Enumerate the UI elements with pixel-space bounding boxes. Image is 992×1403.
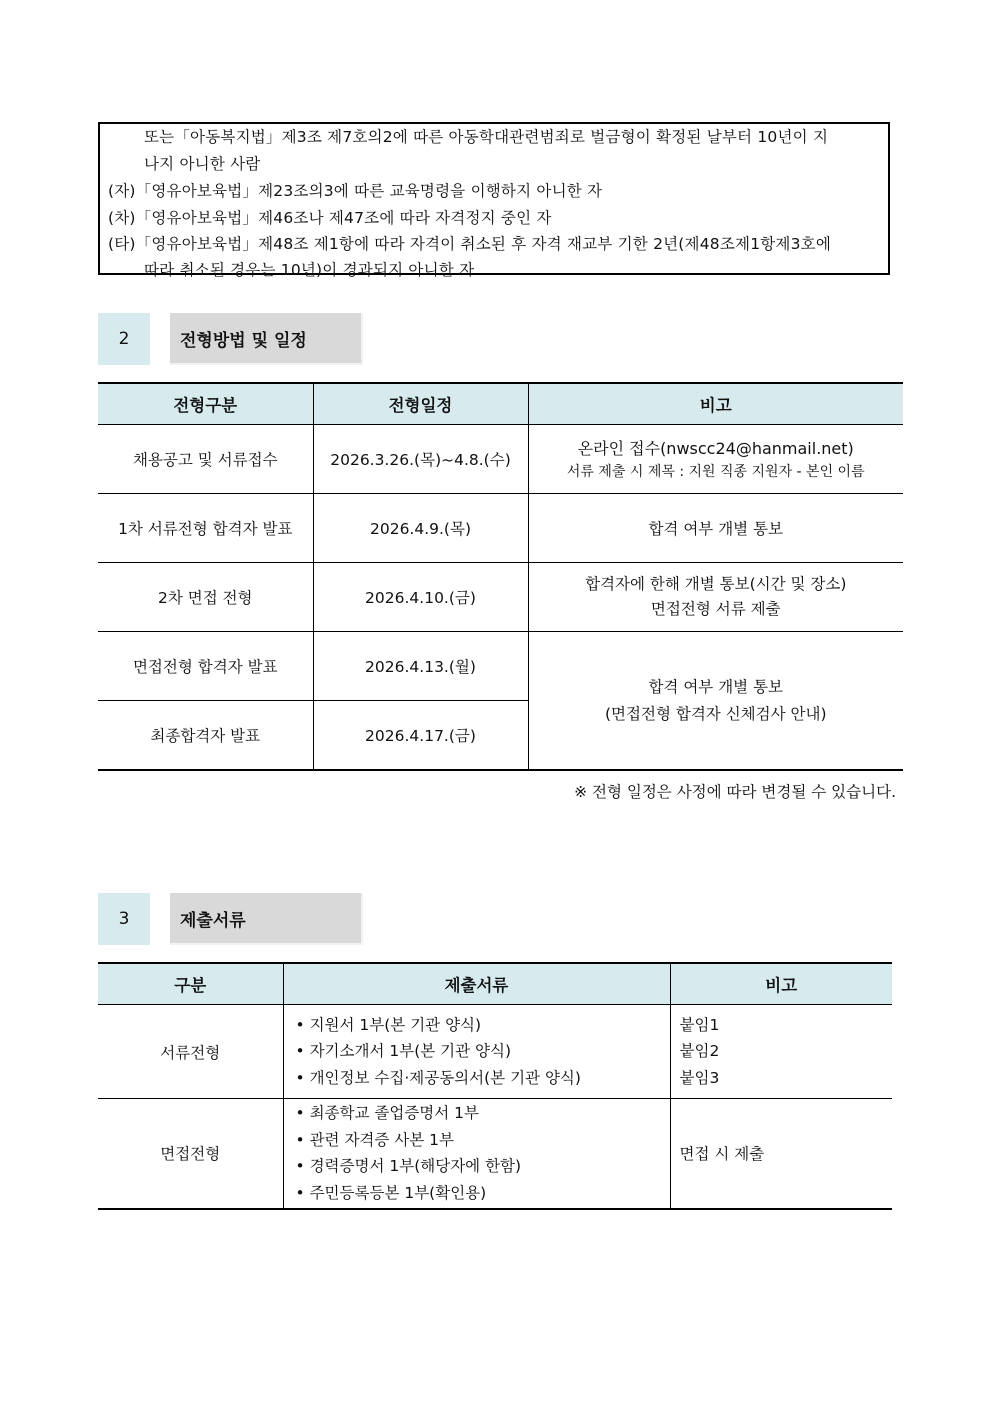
stage-cell: 최종합격자 발표	[98, 701, 313, 771]
date-cell: 2026.3.26.(목)~4.8.(수)	[313, 425, 528, 494]
note-cell: 합격 여부 개별 통보	[528, 494, 903, 563]
documents-table	[98, 962, 892, 1210]
note-cell	[528, 632, 903, 771]
column-header: 비고	[670, 963, 892, 1005]
note-line: 면접전형 서류 제출	[650, 600, 781, 618]
remarks-cell	[670, 1005, 892, 1099]
documents-cell	[283, 1099, 670, 1209]
remarks-cell: 면접 시 제출	[670, 1099, 892, 1209]
table-row	[98, 1005, 892, 1099]
section-2-number: 2	[98, 313, 150, 365]
table-header-row	[98, 963, 892, 1005]
box-line: 따라 취소된 경우는 10년)이 경과되지 아니한 자	[144, 261, 475, 279]
stage-cell: 1차 서류전형 합격자 발표	[98, 494, 313, 563]
box-line: (자)「영유아보육법」제23조의3에 따른 교육명령을 이행하지 아니한 자	[108, 182, 603, 200]
attachment-label: 붙임1	[679, 1015, 720, 1034]
note-cell	[528, 425, 903, 494]
eligibility-box	[98, 122, 890, 279]
category-cell: 면접전형	[98, 1099, 283, 1209]
table-row	[98, 494, 903, 563]
document-item: • 최종학교 졸업증명서 1부	[295, 1104, 480, 1123]
column-header: 구분	[98, 963, 283, 1005]
column-header: 전형구분	[98, 383, 313, 425]
table-header-row	[98, 383, 903, 425]
note-line: 합격 여부 개별 통보	[648, 677, 784, 696]
section-3-title: 제출서류	[170, 893, 363, 945]
schedule-table	[98, 382, 903, 771]
date-cell: 2026.4.17.(금)	[313, 701, 528, 771]
note-line: 온라인 접수(nwscc24@hanmail.net)	[577, 438, 854, 458]
category-cell: 서류전형	[98, 1005, 283, 1099]
document-item: • 경력증명서 1부(해당자에 한함)	[295, 1157, 522, 1176]
section-3-number: 3	[98, 893, 150, 945]
note-line: 서류 제출 시 제목 : 지원 직종 지원자 - 본인 이름	[566, 463, 865, 480]
column-header: 제출서류	[283, 963, 670, 1005]
table-row	[98, 632, 903, 701]
table-row	[98, 425, 903, 494]
stage-cell: 면접전형 합격자 발표	[98, 632, 313, 701]
note-line: 합격자에 한해 개별 통보(시간 및 장소)	[585, 575, 847, 593]
box-line: 나지 아니한 사람	[144, 155, 261, 173]
attachment-label: 붙임2	[679, 1042, 720, 1061]
column-header: 비고	[528, 383, 903, 425]
schedule-footnote: ※ 전형 일정은 사정에 따라 변경될 수 있습니다.	[574, 783, 896, 801]
column-header: 전형일정	[313, 383, 528, 425]
document-item: • 주민등록등본 1부(확인용)	[295, 1183, 487, 1202]
stage-cell: 채용공고 및 서류접수	[98, 425, 313, 494]
date-cell: 2026.4.10.(금)	[313, 563, 528, 632]
box-line: 또는「아동복지법」제3조 제7호의2에 따른 아동학대관련범죄로 벌금형이 확정된 날부터 10년이 지	[144, 128, 829, 146]
date-cell: 2026.4.9.(목)	[313, 494, 528, 563]
document-item: • 개인정보 수집·제공동의서(본 기관 양식)	[295, 1068, 581, 1087]
section-2-title: 전형방법 및 일정	[170, 313, 363, 365]
table-row	[98, 1099, 892, 1209]
date-cell: 2026.4.13.(월)	[313, 632, 528, 701]
document-item: • 자기소개서 1부(본 기관 양식)	[295, 1042, 512, 1061]
attachment-label: 붙임3	[679, 1068, 720, 1087]
document-item: • 관련 자격증 사본 1부	[295, 1130, 454, 1149]
note-line: (면접전형 합격자 신체검사 안내)	[604, 704, 827, 723]
box-line: (타)「영유아보육법」제48조 제1항에 따라 자격이 취소된 후 자격 재교부 기한 2년(제48조제1항제3호에	[108, 235, 832, 253]
box-line: (차)「영유아보육법」제46조나 제47조에 따라 자격정지 중인 자	[108, 209, 552, 227]
note-cell	[528, 563, 903, 632]
stage-cell: 2차 면접 전형	[98, 563, 313, 632]
document-item: • 지원서 1부(본 기관 양식)	[295, 1015, 482, 1034]
table-row	[98, 563, 903, 632]
documents-cell	[283, 1005, 670, 1099]
